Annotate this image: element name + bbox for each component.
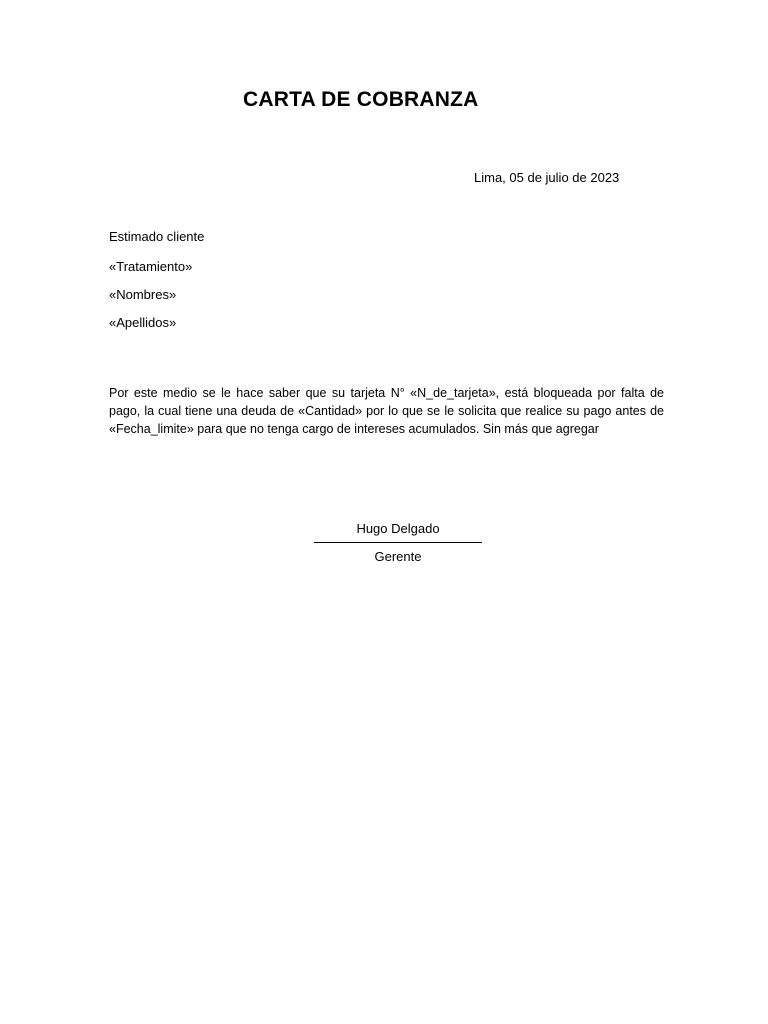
place-and-date: Lima, 05 de julio de 2023 [474,170,620,185]
signer-role: Gerente [374,549,422,564]
merge-field-apellidos: «Apellidos» [109,315,177,330]
merge-field-nombres: «Nombres» [109,287,177,302]
signature-line [314,542,482,543]
signature-block [314,519,482,566]
signer-name: Hugo Delgado [356,521,440,536]
letter-body-paragraph: Por este medio se le hace saber que su tarjeta N° «N_de_tarjeta», está bloqueada por falta de pago, la cual tiene una deuda de «Cantidad» por lo que se le solicita que realice su pago antes de «Fecha_limite» para que no tenga cargo de intereses acumulados. Sin más que agregar [109,386,664,436]
letter-title: CARTA DE COBRANZA [243,88,479,111]
greeting: Estimado cliente [109,229,205,244]
merge-field-tratamiento: «Tratamiento» [109,259,193,274]
